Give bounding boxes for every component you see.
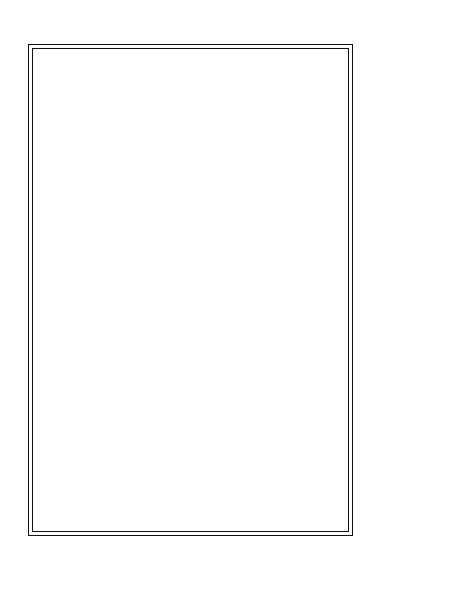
website-footer-link[interactable] xyxy=(18,580,138,592)
header-text-line xyxy=(28,6,448,16)
header-text-line xyxy=(28,18,448,28)
footer-text-line xyxy=(28,540,448,550)
page-number xyxy=(300,30,340,42)
main-commentary-text xyxy=(36,50,346,530)
footer-text-line xyxy=(28,564,448,574)
margin-gloss-text xyxy=(360,44,450,536)
footer-text-line xyxy=(28,552,448,562)
